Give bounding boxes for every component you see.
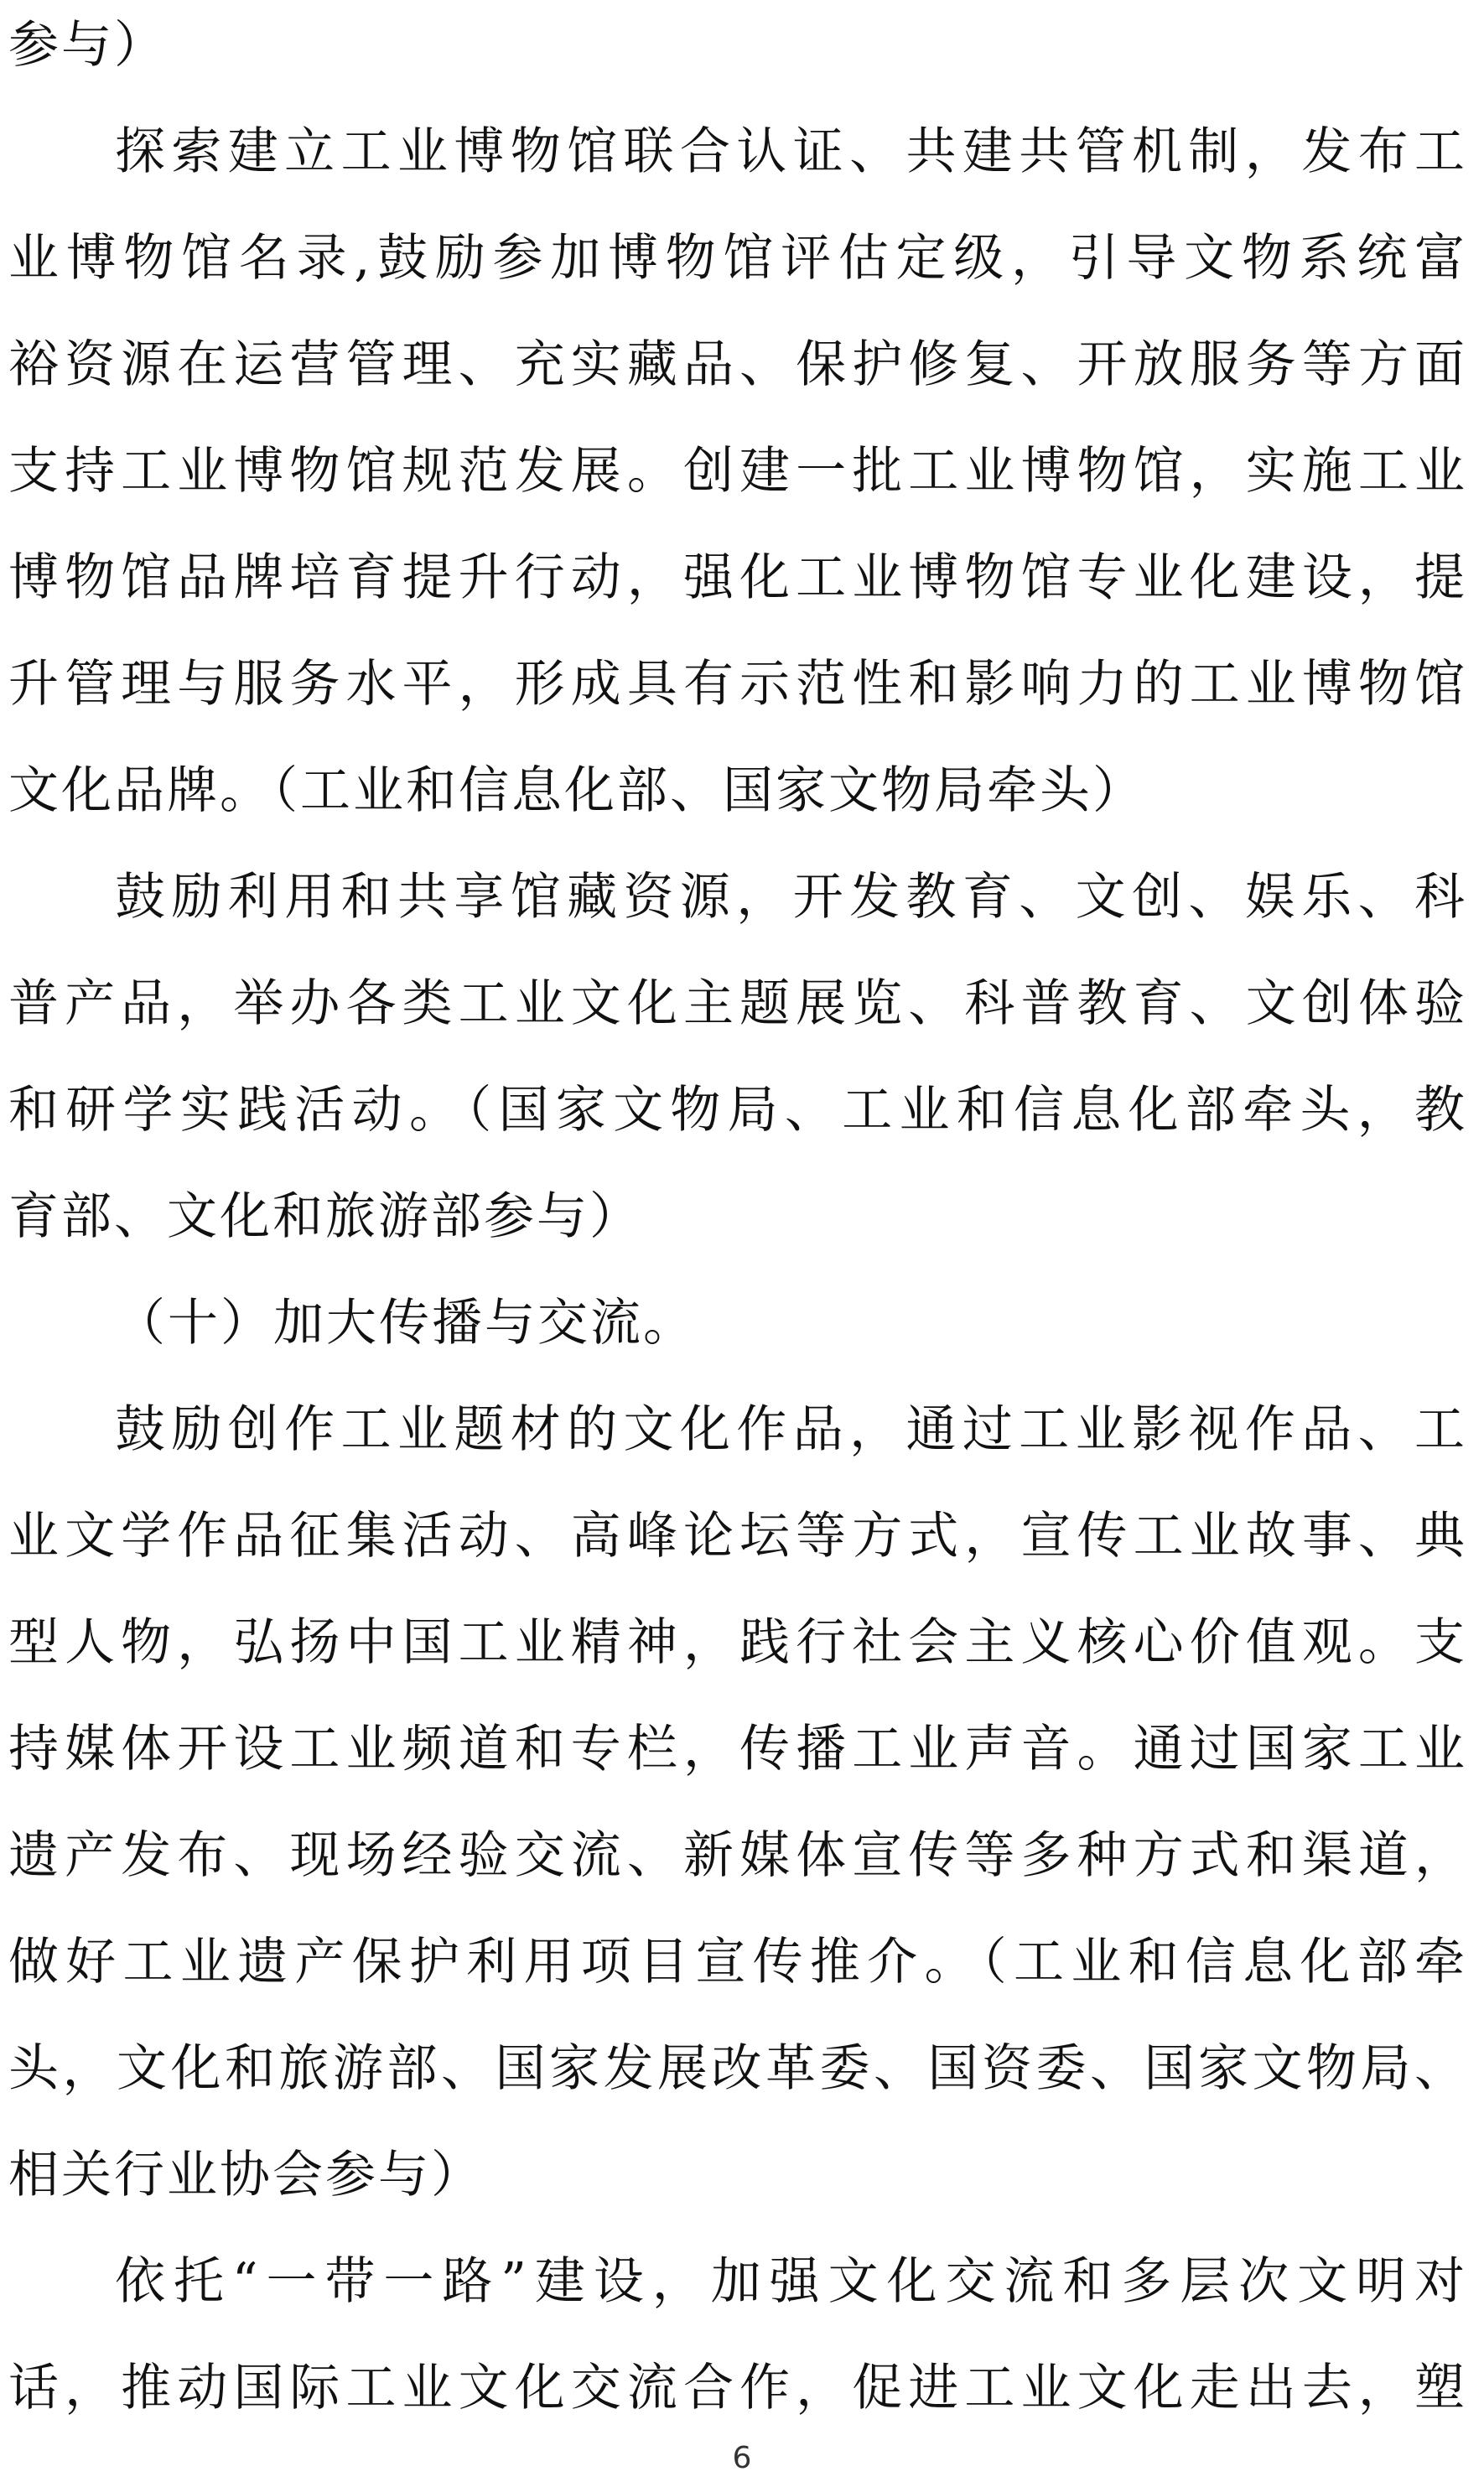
section-heading: （十）加大传播与交流。 <box>115 1294 696 1353</box>
text-line: 做好工业遗产保护利用项目宣传推介。（工业和信息化部牵 <box>8 1933 1467 1991</box>
text-line: 业博物馆名录,鼓励参加博物馆评估定级，引导文物系统富 <box>8 229 1467 288</box>
text-line: 鼓励利用和共享馆藏资源，开发教育、文创、娱乐、科 <box>115 868 1467 927</box>
text-line: 探索建立工业博物馆联合认证、共建共管机制，发布工 <box>115 122 1467 181</box>
text-line: 遗产发布、现场经验交流、新媒体宣传等多种方式和渠道， <box>8 1826 1467 1885</box>
text-line: 文化品牌。（工业和信息化部、国家文物局牵头） <box>8 761 1145 820</box>
text-line: 普产品，举办各类工业文化主题展览、科普教育、文创体验 <box>8 974 1467 1033</box>
text-line: 鼓励创作工业题材的文化作品，通过工业影视作品、工 <box>115 1400 1467 1459</box>
text-line: 博物馆品牌培育提升行动，强化工业博物馆专业化建设，提 <box>8 548 1467 607</box>
text-line: 持媒体开设工业频道和专栏，传播工业声音。通过国家工业 <box>8 1720 1467 1778</box>
text-line: 相关行业协会参与） <box>8 2146 484 2204</box>
text-line: 头，文化和旅游部、国家发展改革委、国资委、国家文物局、 <box>8 2039 1467 2098</box>
text-line: 升管理与服务水平，形成具有示范性和影响力的工业博物馆 <box>8 655 1467 714</box>
text-line: 支持工业博物馆规范发展。创建一批工业博物馆，实施工业 <box>8 442 1467 501</box>
text-line: 裕资源在运营管理、充实藏品、保护修复、开放服务等方面 <box>8 335 1467 394</box>
page-number: 6 <box>732 2441 752 2475</box>
text-line: 和研学实践活动。（国家文物局、工业和信息化部牵头，教 <box>8 1081 1467 1140</box>
text-line: 型人物，弘扬中国工业精神，践行社会主义核心价值观。支 <box>8 1613 1467 1672</box>
text-line: 话，推动国际工业文化交流合作，促进工业文化走出去，塑 <box>8 2359 1467 2417</box>
text-line: 参与） <box>8 16 167 75</box>
text-line: 业文学作品征集活动、高峰论坛等方式，宣传工业故事、典 <box>8 1507 1467 1565</box>
text-line: 依托“一带一路”建设，加强文化交流和多层次文明对 <box>115 2252 1467 2311</box>
text-line: 育部、文化和旅游部参与） <box>8 1187 642 1246</box>
